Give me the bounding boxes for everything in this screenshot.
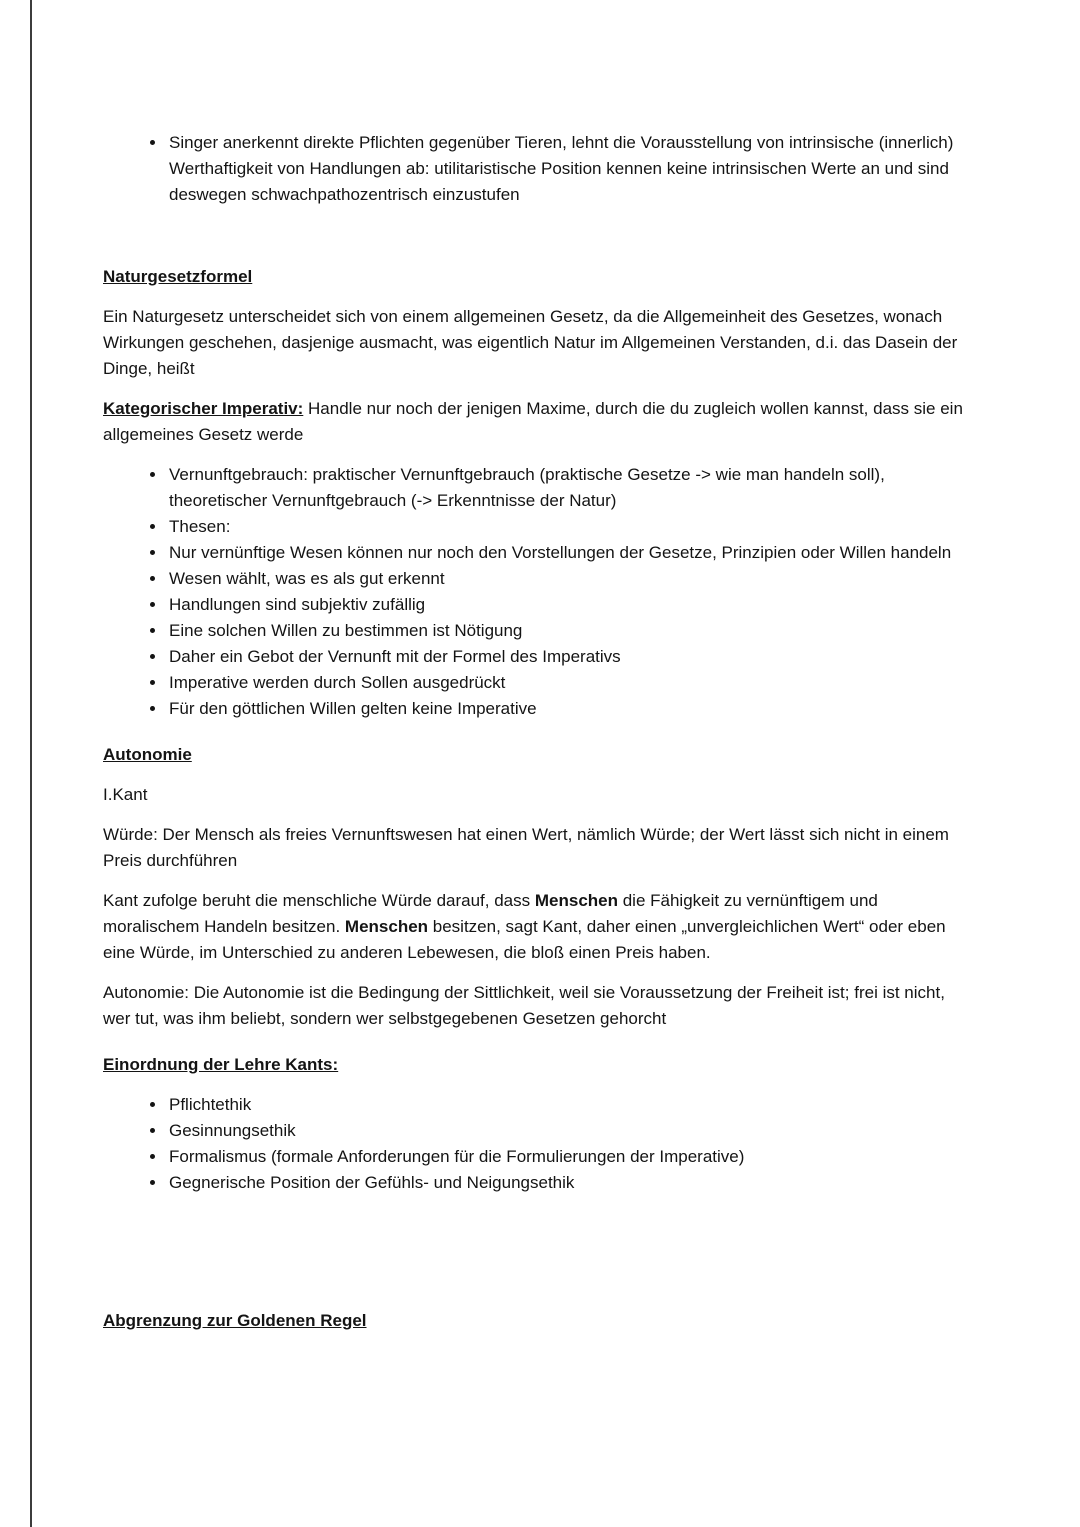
paragraph-kategorischer-imperativ	[103, 396, 977, 448]
list-item: • Pflichtethik	[167, 1092, 977, 1118]
list-item: • Eine solchen Willen zu bestimmen ist Nötigung	[167, 618, 977, 644]
kategorischer-imperativ-text: Handle nur noch der jenigen Maxime, durch die du zugleich wollen kannst, dass sie ein allgemeines Gesetz werde	[103, 399, 963, 444]
paragraph-author: I.Kant	[103, 785, 148, 804]
list-item: • Daher ein Gebot der Vernunft mit der Formel des Imperativs	[167, 644, 977, 670]
list-item: • Nur vernünftige Wesen können nur noch den Vorstellungen der Gesetze, Prinzipien oder Willen handeln	[167, 540, 977, 566]
list-item: • Für den göttlichen Willen gelten keine Imperative	[167, 696, 977, 722]
document-content	[103, 0, 977, 1348]
paragraph-autonomie-definition: Autonomie: Die Autonomie ist die Bedingung der Sittlichkeit, weil sie Voraussetzung der Freiheit ist; frei ist nicht, wer tut, was ihm beliebt, sondern wer selbstgegebenen Gesetzen gehorcht	[103, 983, 945, 1028]
paragraph-naturgesetz: Ein Naturgesetz unterscheidet sich von einem allgemeinen Gesetz, da die Allgemeinheit des Gesetzes, wonach Wirkungen geschehen, dasjenige ausmacht, was eigentlich Natur im Allgemeinen Verstanden, d.i. das Dasein der Dinge, heißt	[103, 307, 958, 378]
page-edge-line	[30, 0, 32, 1527]
paragraph-kant-wuerde	[103, 888, 977, 966]
list-item: • Formalismus (formale Anforderungen für die Formulierungen der Imperative)	[167, 1144, 977, 1170]
list-item: • Handlungen sind subjektiv zufällig	[167, 592, 977, 618]
section-heading-einordnung: Einordnung der Lehre Kants:	[103, 1055, 339, 1074]
list-item: • Vernunftgebrauch: praktischer Vernunftgebrauch (praktische Gesetze -> wie man handeln soll), theoretischer Vernunftgebrauch (-> Erkenntnisse der Natur)	[167, 462, 977, 514]
section-heading-naturgesetzformel: Naturgesetzformel	[103, 267, 253, 286]
section-heading-autonomie: Autonomie	[103, 745, 192, 764]
einordnung-bullet-list	[103, 1092, 977, 1196]
kategorischer-imperativ-bullet-list	[103, 462, 977, 722]
list-item: • Thesen:	[167, 514, 977, 540]
list-item: • Gegnerische Position der Gefühls- und Neigungsethik	[167, 1170, 977, 1196]
list-item: • Imperative werden durch Sollen ausgedrückt	[167, 670, 977, 696]
kant-paragraph-part3: besitzen, sagt Kant, daher einen „unvergleichlichen Wert“ oder eben eine Würde, im Unterschied zu anderen Lebewesen, die bloß einen Preis haben.	[103, 917, 946, 962]
kant-paragraph-part1: Kant zufolge beruht die menschliche Würde darauf, dass	[103, 891, 535, 910]
kant-paragraph-part2: die Fähigkeit zu vernünftigem und moralischem Handeln besitzen.	[103, 891, 878, 936]
intro-bullet-list	[103, 130, 977, 208]
list-item: • Wesen wählt, was es als gut erkennt	[167, 566, 977, 592]
list-item: • Gesinnungsethik	[167, 1118, 977, 1144]
kant-paragraph-bold2: Menschen	[344, 917, 429, 936]
list-item: • Singer anerkennt direkte Pflichten gegenüber Tieren, lehnt die Vorausstellung von intrinsische (innerlich) Werthaftigkeit von Handlungen ab: utilitaristische Position kennen keine intrinsischen Werte an und sind deswegen schwachpathozentrisch einzustufen	[167, 130, 977, 208]
section-heading-abgrenzung: Abgrenzung zur Goldenen Regel	[103, 1311, 367, 1330]
kategorischer-imperativ-label: Kategorischer Imperativ:	[103, 399, 304, 418]
paragraph-wuerde: Würde: Der Mensch als freies Vernunftswesen hat einen Wert, nämlich Würde; der Wert lässt sich nicht in einem Preis durchführen	[103, 825, 949, 870]
kant-paragraph-bold1: Menschen	[534, 891, 618, 910]
